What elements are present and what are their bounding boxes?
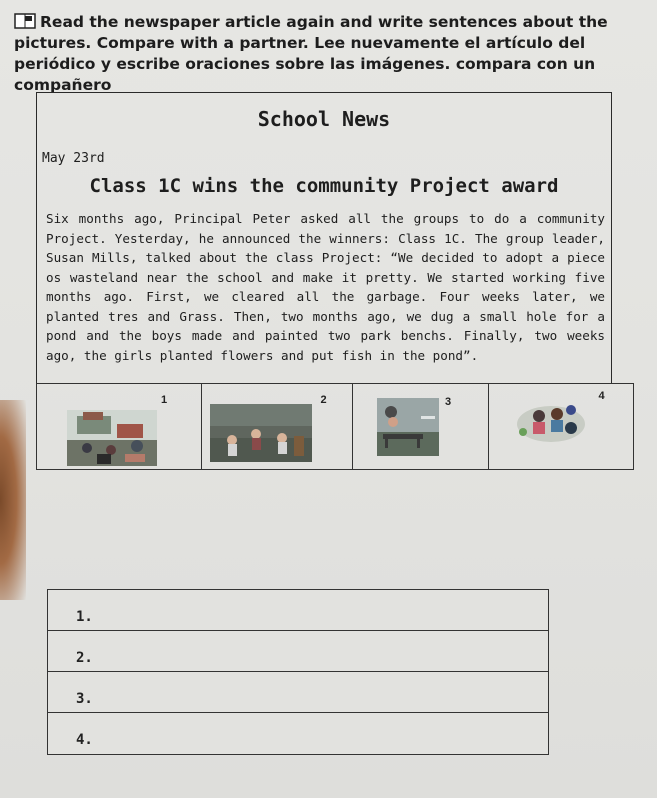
answer-number: 3.: [76, 691, 93, 707]
answer-input-2[interactable]: [104, 639, 538, 667]
article-body: Six months ago, Principal Peter asked all the groups to do a community Project. Yesterday, he announced the winners: Class 1C. The group leader, Susan Mills, talked about the class Project: “We decided to adopt a piece os wasteland near the school and make it pretty. We started working five months ago. First, we cleared all the garbage. Four weeks later, we planted tres and Grass. Then, two months ago, we dug a small hole for a pond and the boys made and painted two park benchs. Finally, two weeks ago, the girls planted flowers and put fish in the pond”.: [46, 211, 605, 363]
garbage-clearing-illustration: [67, 410, 157, 466]
picture-cell-3: [353, 384, 489, 469]
answer-table: [47, 589, 549, 755]
article-date: May 23rd: [42, 151, 105, 166]
picture-cell-1: [37, 384, 202, 469]
answer-number: 2.: [76, 650, 93, 666]
answer-input-3[interactable]: [104, 680, 538, 708]
picture-cell-2: [202, 384, 353, 469]
answer-input-1[interactable]: [104, 598, 538, 626]
answer-input-4[interactable]: [104, 721, 538, 749]
girls-planting-flowers-illustration: [511, 398, 591, 446]
picture-number: 3: [444, 396, 452, 408]
article-headline: Class 1C wins the community Project award: [89, 175, 559, 197]
instructions-text: Read the newspaper article again and write sentences about the pictures. Compare with a partner. Lee nuevamente el artículo del periódico y escribe oraciones sobre las imágenes. compara con un compañero: [14, 13, 608, 94]
picture-number: 4: [598, 390, 605, 402]
article-title: School News: [257, 107, 391, 131]
answer-row: [48, 713, 548, 754]
park-bench-illustration: [377, 398, 439, 456]
answer-number: 1.: [76, 609, 93, 625]
answer-row: [48, 590, 548, 631]
answer-row: [48, 631, 548, 672]
page-edge-shadow: [0, 400, 26, 600]
answer-number: 4.: [76, 732, 93, 748]
book-icon: [14, 13, 36, 29]
newspaper-article: [36, 92, 612, 384]
exercise-instructions: [14, 12, 634, 96]
planting-trees-illustration: [210, 404, 312, 462]
picture-number: 1: [161, 394, 168, 406]
picture-number: 2: [320, 394, 327, 406]
pictures-table: [36, 383, 634, 470]
picture-cell-4: [489, 384, 634, 469]
answer-row: [48, 672, 548, 713]
